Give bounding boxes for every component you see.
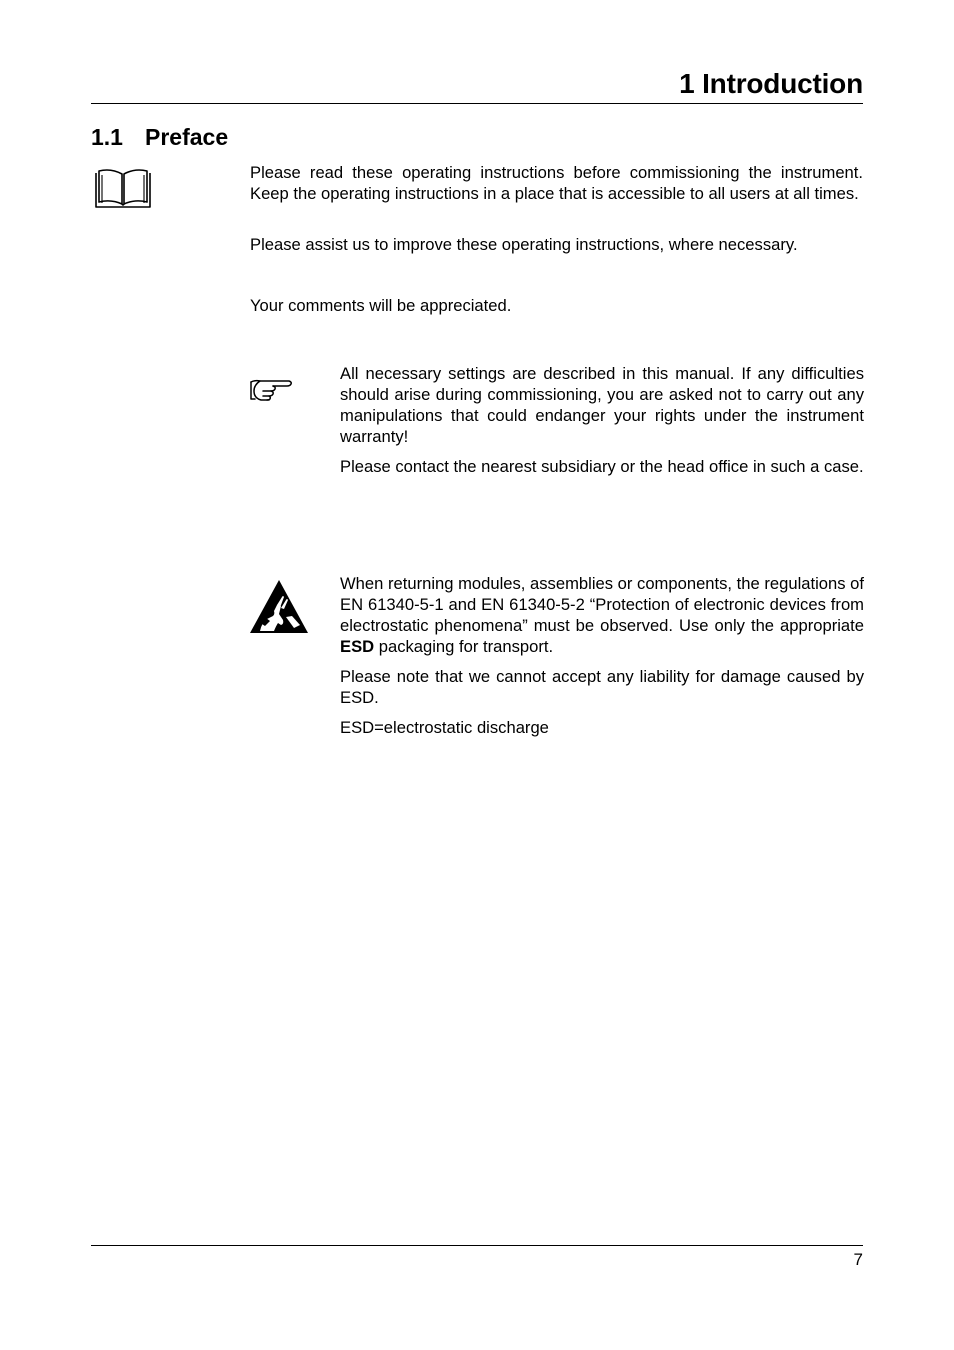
intro-paragraph: Please assist us to improve these operating instructions, where necessary. — [250, 235, 798, 254]
chapter-title: 1 Introduction — [679, 68, 863, 99]
intro-paragraph: Your comments will be appreciated. — [250, 296, 512, 315]
esd-paragraph: Please note that we cannot accept any liability for damage caused by ESD. — [340, 667, 864, 707]
section-number: 1.1 — [91, 124, 123, 150]
section-heading — [91, 121, 228, 153]
esd-paragraph — [340, 573, 864, 657]
esd-bold-term: ESD — [340, 637, 375, 656]
section-title: Preface — [145, 124, 229, 150]
page-number: 7 — [853, 1250, 863, 1269]
intro-paragraph: Please read these operating instructions before commissioning the instrument. Keep the operating instructions in a place that is accessible to all users at all times. — [250, 163, 863, 203]
note-paragraph: All necessary settings are described in this manual. If any difficulties should arise during commissioning, you are asked not to carry out any manipulations that could endanger your rights under the instrument warranty! — [340, 364, 864, 446]
esd-warning-icon — [248, 578, 310, 634]
book-icon — [94, 167, 152, 209]
footer-rule — [91, 1245, 863, 1246]
pointing-hand-icon — [249, 376, 293, 402]
header-rule — [91, 103, 863, 104]
esd-text: packaging for transport. — [374, 637, 554, 656]
note-paragraph: Please contact the nearest subsidiary or the head office in such a case. — [340, 457, 864, 476]
esd-definition: ESD=electrostatic discharge — [340, 718, 549, 737]
esd-text: When returning modules, assemblies or components, the regulations of EN 61340-5-1 and EN 61340-5-2 “Protection of electronic devices from electrostatic phenomena” must be observed. Use only the appropriate — [340, 574, 864, 635]
